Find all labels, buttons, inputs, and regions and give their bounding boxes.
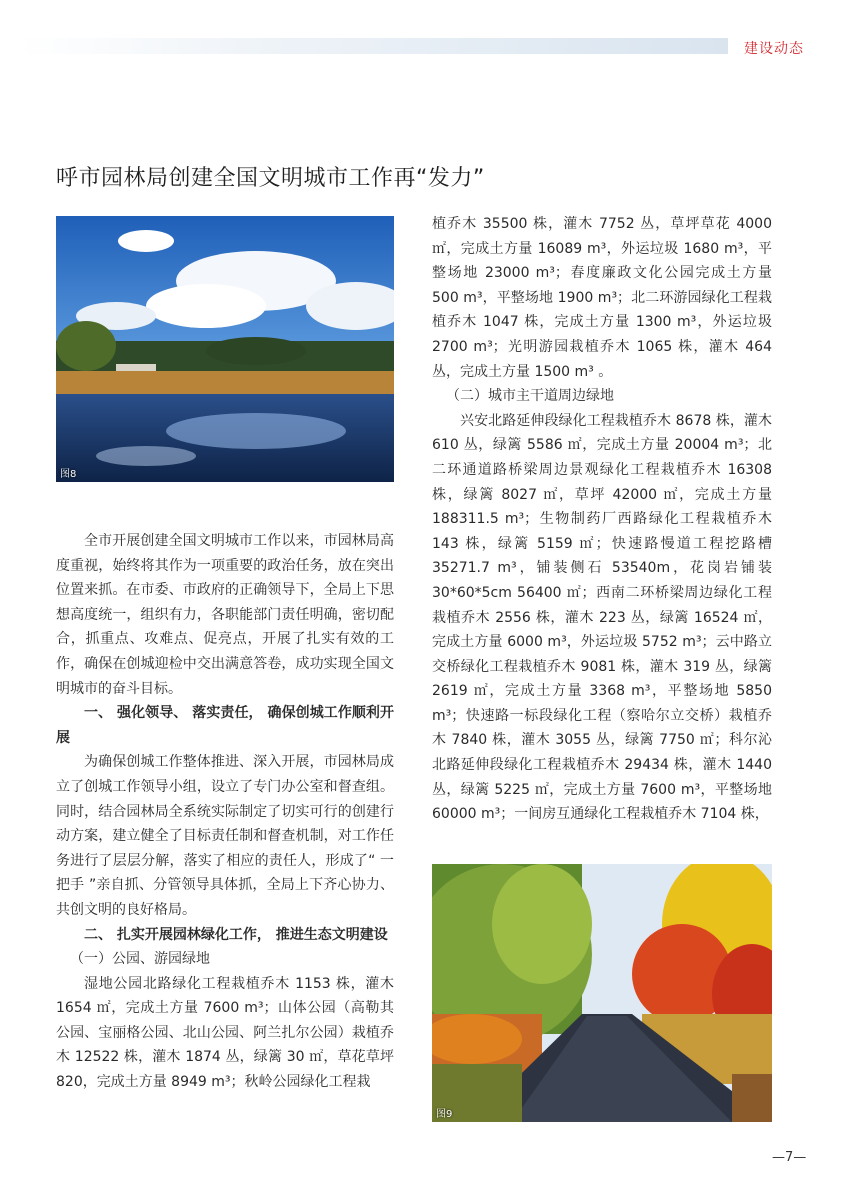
page-number: —7— [772, 1150, 807, 1165]
page-title: 呼市园林局创建全国文明城市工作再“发力” [56, 165, 485, 191]
figure-road-photo [432, 864, 772, 1122]
paragraph-2: 湿地公园北路绿化工程栽植乔木 1153 株，灌木 1654 ㎡，完成土方量 7600 m³；山体公园（高勒其公园、宝丽格公园、北山公园、阿兰扎尔公园）栽植乔木 12522 株，灌木 1874 丛，绿篱 30 ㎡，草花草坪 820，完成土方量 8949 m³；秋岭公园绿化工程栽 [56, 975, 394, 1091]
figure-9-label: 图9 [436, 1109, 453, 1120]
paragraph-3: 植乔木 35500 株，灌木 7752 丛，草坪草花 4000 ㎡，完成土方量 16089 m³，外运垃圾 1680 m³，平整场地 23000 m³；春度廉政文化公园完成土方量 500 m³，平整场地 1900 m³；北二环游园绿化工程栽植乔木 1047 株，完成土方量 1300 m³，外运垃圾 2700 m³；光明游园栽植乔木 1065 株，灌木 464 丛，完成土方量 1500 m³ 。 [432, 216, 772, 380]
left-column [56, 529, 394, 1095]
heading-1: 一、 强化领导、 落实责任， 确保创城工作顺利开展 [56, 705, 394, 746]
intro-paragraph: 全市开展创建全国文明城市工作以来，市园林局高度重视，始终将其作为一项重要的政治任务，放在突出位置来抓。在市委、市政府的正确领导下，全局上下思想高度统一，组织有力，各职能部门责任明确，密切配合，抓重点、攻难点、促亮点，开展了扎实有效的工作，确保在创城迎检中交出满意答卷，成功实现全国文明城市的奋斗目标。 [56, 533, 394, 697]
autumn-road-image [432, 864, 772, 1122]
lake-landscape-image [56, 216, 394, 482]
figure-8-label: 图8 [60, 469, 77, 480]
figure-lake-photo [56, 216, 394, 482]
subheading-2: （二）城市主干道周边绿地 [446, 388, 614, 405]
heading-2: 二、 扎实开展园林绿化工作， 推进生态文明建设 [84, 926, 388, 943]
header-slant [712, 38, 728, 54]
subheading-1: （一）公园、游园绿地 [70, 951, 210, 968]
section-label: 建设动态 [744, 41, 804, 57]
header-band [20, 38, 732, 54]
right-column [432, 212, 772, 827]
paragraph-4: 兴安北路延伸段绿化工程栽植乔木 8678 株，灌木 610 丛，绿篱 5586 ㎡，完成土方量 20004 m³；北二环通道路桥梁周边景观绿化工程栽植乔木 16308 株，绿篱 8027 ㎡，草坪 42000 ㎡，完成土方量 188311.5 m³；生物制药厂西路绿化工程栽植乔木 143 株，绿篱 5159 ㎡；快速路慢道工程挖路槽 35271.7 m³，铺装侧石 53540m，花岗岩铺装 30*60*5cm 56400 ㎡；西南二环桥梁周边绿化工程栽植乔木 2556 株，灌木 223 丛，绿篱 16524 ㎡，完成土方量 6000 m³，外运垃圾 5752 m³；云中路立交桥绿化工程栽植乔木 9081 株，灌木 319 丛，绿篱 2619 ㎡，完成土方量 3368 m³，平整场地 5850 m³；快速路一标段绿化工程（察哈尔立交桥）栽植乔木 7840 株，灌木 3055 丛，绿篱 7750 ㎡；科尔沁北路延伸段绿化工程栽植乔木 29434 株，灌木 1440 丛，绿篱 5225 ㎡，完成土方量 7600 m³，平整场地 60000 m³；一间房互通绿化工程栽植乔木 7104 株， [432, 412, 772, 823]
paragraph-1: 为确保创城工作整体推进、深入开展，市园林局成立了创城工作领导小组，设立了专门办公室和督查组。同时，结合园林局全系统实际制定了切实可行的创建行动方案，建立健全了目标责任制和督查机制，对工作任务进行了层层分解，落实了相应的责任人，形成了“ 一把手 ”亲自抓、分管领导具体抓，全局上下齐心协力、共创文明的良好格局。 [56, 754, 394, 918]
